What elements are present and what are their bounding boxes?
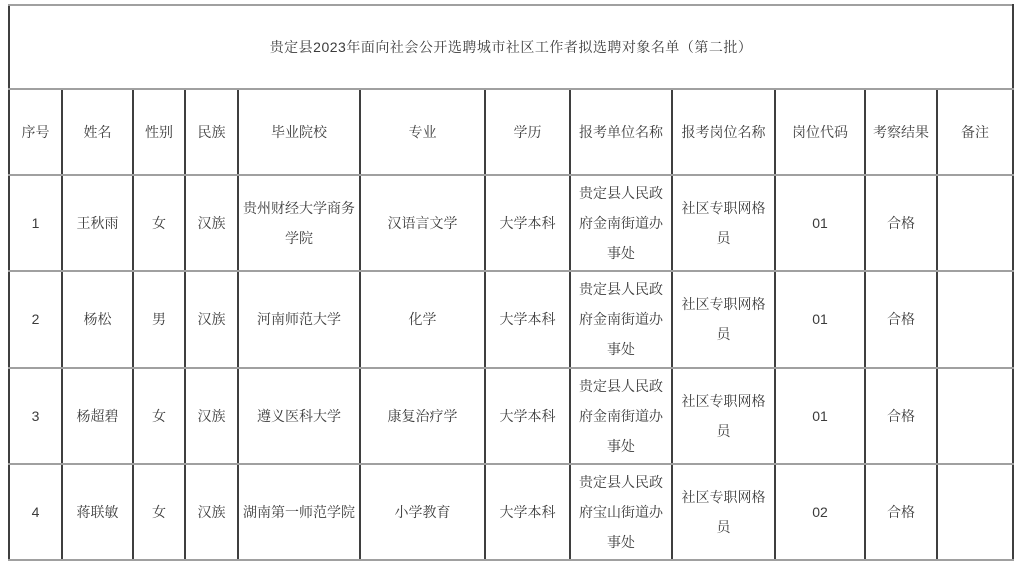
- col-header-education: 学历: [485, 89, 570, 175]
- cell-serial: 3: [9, 368, 62, 464]
- cell-gender: 男: [133, 271, 185, 367]
- cell-gender: 女: [133, 175, 185, 271]
- cell-unit: 贵定县人民政府金南街道办事处: [570, 368, 672, 464]
- table-row: [9, 368, 1013, 464]
- cell-code: 02: [775, 464, 865, 560]
- cell-remarks: [937, 464, 1013, 560]
- cell-result: 合格: [865, 271, 937, 367]
- cell-ethnicity: 汉族: [185, 271, 238, 367]
- col-header-unit: 报考单位名称: [570, 89, 672, 175]
- col-header-gender: 性别: [133, 89, 185, 175]
- cell-position: 社区专职网格员: [672, 464, 775, 560]
- cell-remarks: [937, 175, 1013, 271]
- cell-unit: 贵定县人民政府宝山街道办事处: [570, 464, 672, 560]
- cell-ethnicity: 汉族: [185, 175, 238, 271]
- cell-major: 化学: [360, 271, 485, 367]
- table-row: [9, 271, 1013, 367]
- cell-name: 杨松: [62, 271, 133, 367]
- title-row: [9, 5, 1013, 89]
- cell-unit: 贵定县人民政府金南街道办事处: [570, 271, 672, 367]
- cell-result: 合格: [865, 175, 937, 271]
- cell-remarks: [937, 368, 1013, 464]
- cell-position: 社区专职网格员: [672, 271, 775, 367]
- cell-position: 社区专职网格员: [672, 368, 775, 464]
- cell-serial: 2: [9, 271, 62, 367]
- cell-education: 大学本科: [485, 271, 570, 367]
- col-header-code: 岗位代码: [775, 89, 865, 175]
- col-header-major: 专业: [360, 89, 485, 175]
- cell-remarks: [937, 271, 1013, 367]
- cell-serial: 4: [9, 464, 62, 560]
- cell-school: 遵义医科大学: [238, 368, 360, 464]
- cell-school: 湖南第一师范学院: [238, 464, 360, 560]
- col-header-remarks: 备注: [937, 89, 1013, 175]
- cell-education: 大学本科: [485, 368, 570, 464]
- col-header-position: 报考岗位名称: [672, 89, 775, 175]
- cell-serial: 1: [9, 175, 62, 271]
- cell-education: 大学本科: [485, 464, 570, 560]
- cell-major: 小学教育: [360, 464, 485, 560]
- header-row: [9, 89, 1013, 175]
- cell-major: 康复治疗学: [360, 368, 485, 464]
- cell-name: 蒋联敏: [62, 464, 133, 560]
- cell-result: 合格: [865, 368, 937, 464]
- cell-code: 01: [775, 368, 865, 464]
- cell-school: 贵州财经大学商务学院: [238, 175, 360, 271]
- col-header-ethnicity: 民族: [185, 89, 238, 175]
- cell-major: 汉语言文学: [360, 175, 485, 271]
- col-header-result: 考察结果: [865, 89, 937, 175]
- cell-position: 社区专职网格员: [672, 175, 775, 271]
- page-title: 贵定县2023年面向社会公开选聘城市社区工作者拟选聘对象名单（第二批）: [9, 5, 1013, 89]
- candidates-table: [8, 4, 1014, 561]
- col-header-name: 姓名: [62, 89, 133, 175]
- table-row: [9, 464, 1013, 560]
- table-row: [9, 175, 1013, 271]
- cell-education: 大学本科: [485, 175, 570, 271]
- cell-name: 杨超碧: [62, 368, 133, 464]
- table-body: [9, 175, 1013, 560]
- col-header-serial: 序号: [9, 89, 62, 175]
- cell-gender: 女: [133, 368, 185, 464]
- cell-code: 01: [775, 271, 865, 367]
- cell-name: 王秋雨: [62, 175, 133, 271]
- cell-code: 01: [775, 175, 865, 271]
- cell-ethnicity: 汉族: [185, 464, 238, 560]
- cell-school: 河南师范大学: [238, 271, 360, 367]
- cell-result: 合格: [865, 464, 937, 560]
- col-header-school: 毕业院校: [238, 89, 360, 175]
- cell-gender: 女: [133, 464, 185, 560]
- cell-unit: 贵定县人民政府金南街道办事处: [570, 175, 672, 271]
- cell-ethnicity: 汉族: [185, 368, 238, 464]
